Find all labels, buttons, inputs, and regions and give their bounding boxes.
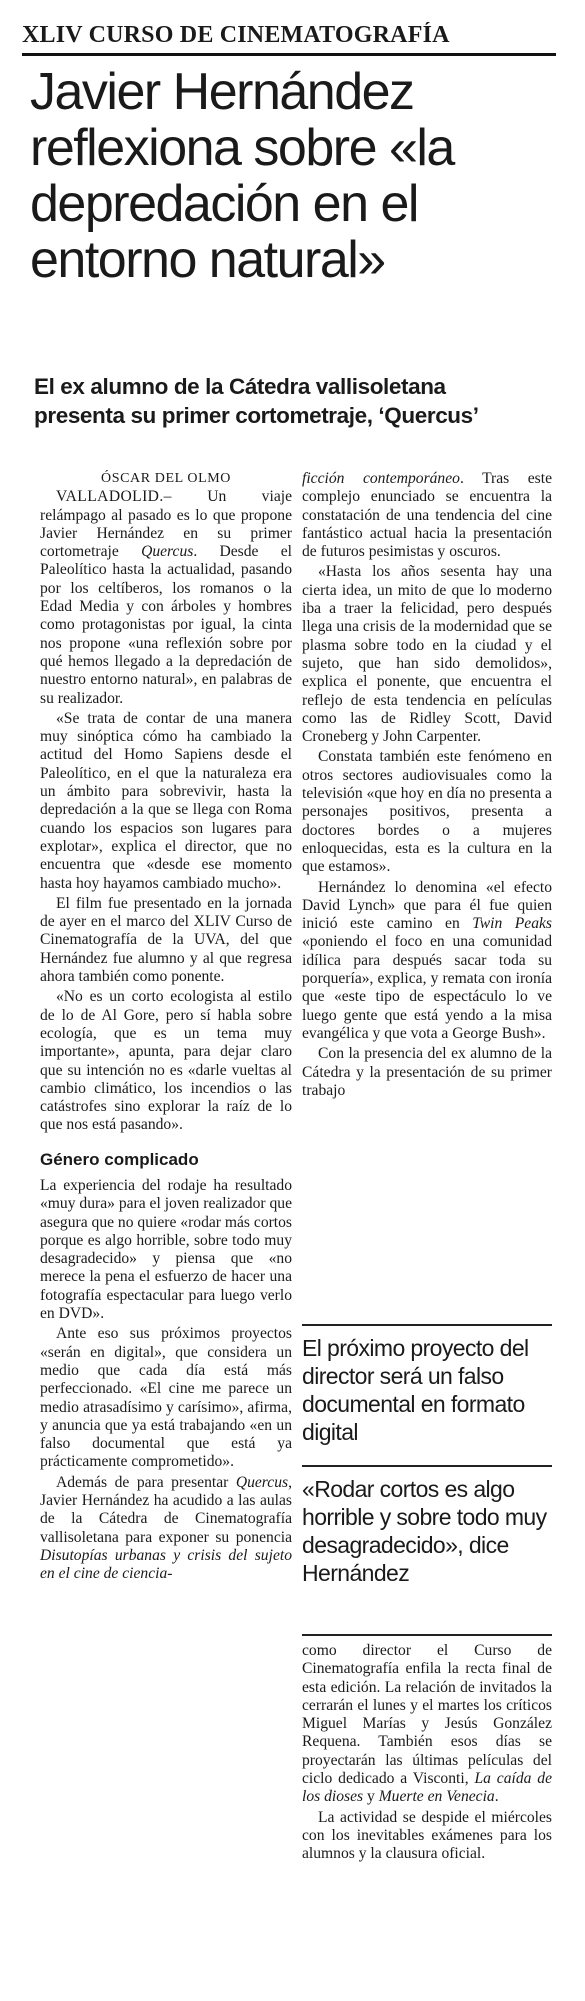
article-column-2 bbox=[302, 470, 552, 1102]
paragraph: Además de para presentar Quercus, Javier Hernández ha acudido a las aulas de la Cátedra de Cinematografía vallisoletana para exponer su ponencia Disutopías urbanas y crisis del sujeto en el cine de ciencia- bbox=[40, 1473, 292, 1583]
paragraph: ficción contemporáneo. Tras este complejo enunciado se encuentra la constatación de una tendencia del cine fantástico actual hacia la presentación de futuros pesimistas y oscuros. bbox=[302, 470, 552, 561]
pull-quote-2: «Rodar cortos es algo horrible y sobre todo muy desagradecido», dice Hernández bbox=[302, 1465, 552, 1587]
paragraph: Hernández lo denomina «el efecto David Lynch» que para él fue quien inició este camino en Twin Peaks «poniendo el foco en una comunidad idílica para después sacar toda su porquería», explica, y remata con ironía que «este tipo de espectáculo lo ve luego gente que está yendo a la misa evangélica y que vota a George Bush». bbox=[302, 878, 552, 1042]
paragraph: La experiencia del rodaje ha resultado «muy dura» para el joven realizador que asegura que no quiere «rodar más cortos porque es algo horrible, sobre todo muy desagradecido» y piensa que «no merece la pena el esfuerzo de hacer una fotografía espectacular para luego verlo en DVD». bbox=[40, 1176, 293, 1323]
paragraph: como director el Curso de Cinematografía enfila la recta final de esta edición. La relación de invitados la cerrarán el lunes y el martes los críticos Miguel Marías y Jesús González Requena. También esos días se proyectarán las últimas películas del ciclo dedicado a Visconti, La caída de los dioses y Muerte en Venecia. bbox=[302, 1642, 552, 1806]
article-column-3 bbox=[302, 1642, 552, 1866]
section-header bbox=[22, 18, 556, 56]
paragraph: «Se trata de contar de una manera muy sinóptica cómo ha cambiado la actitud del Homo Sapiens desde el Paleolítico, en el que la naturaleza era un ámbito para sobrevivir, hasta la depredación a la que se llega con Roma cuando los espacios son lugares para explotar», explica el director, que no encuentra que «desde ese momento hasta hoy hayamos cambiado mucho». bbox=[40, 709, 292, 892]
subheadline bbox=[34, 372, 554, 430]
headline-line: reflexiona sobre «la bbox=[30, 119, 454, 177]
subheadline-line: El ex alumno de la Cátedra vallisoletana bbox=[34, 374, 446, 399]
paragraph: Constata también este fenómeno en otros sectores audiovisuales como la televisión «que hoy en día no presenta a personajes positivos, presenta a doctores bordes o a mujeres enloquecidas, esta es la cultura en la que estamos». bbox=[302, 748, 552, 876]
paragraph: Ante eso sus próximos proyectos «serán en digital», que considera un medio que cada día está más perfeccionado. «El cine me parece un medio atrasadísimo y carísimo», afirma, y anuncia que ya está trabajando «en un falso documental que está ya prácticamente comprometido». bbox=[40, 1325, 292, 1471]
headline-line: Javier Hernández bbox=[30, 63, 414, 121]
paragraph: Con la presencia del ex alumno de la Cátedra y la presentación de su primer trabajo bbox=[302, 1045, 552, 1099]
article-column-1 bbox=[40, 470, 292, 1586]
paragraph: «No es un corto ecologista al estilo de lo de Al Gore, pero sí habla sobre ecología, que es un tema muy importante», apunta, para dejar claro que su intención no es «darle vueltas al cambio climático, los incendios o las catástrofes sino explorar la raíz de lo que nos está pasando». bbox=[40, 988, 292, 1134]
paragraph: La actividad se despide el miércoles con los inevitables exámenes para los alumnos y la clausura oficial. bbox=[302, 1808, 552, 1863]
pull-quote-1: El próximo proyecto del director será un falso documental en formato digital bbox=[302, 1324, 552, 1446]
dateline: VALLADOLID.– bbox=[56, 488, 172, 506]
section-subhead: Género complicado bbox=[40, 1149, 199, 1169]
paragraph: VALLADOLID.– Un viaje relámpago al pasado es lo que propone Javier Hernández en su primer cortometraje Quercus. Desde el Paleolítico hasta la actualidad, pasando por los celtíberos, los romanos o la Edad Media y con árboles y hombres como protagonistas por igual, la cinta nos propone «una reflexión sobre por qué hemos llegado a la depredación de nuestro entorno natural», en palabras de su realizador. bbox=[40, 488, 292, 707]
divider-rule bbox=[302, 1634, 552, 1636]
section-title: XLIV CURSO DE CINEMATOGRAFÍA bbox=[22, 22, 450, 48]
headline-line: entorno natural» bbox=[30, 231, 385, 289]
paragraph: El film fue presentado en la jornada de ayer en el marco del XLIV Curso de Cinematografía de la UVA, del que Hernández fue alumno y al que regresa ahora también como ponente. bbox=[40, 894, 292, 986]
paragraph: «Hasta los años sesenta hay una cierta idea, un mito de que lo moderno iba a traer la felicidad, pero después llega una crisis de la modernidad que se plasma sobre todo en la ciudad y el sujeto, que han sido demolidos», explica el ponente, que encuentra el reflejo de esta tendencia en películas como las de Ridley Scott, David Croneberg y John Carpenter. bbox=[302, 563, 552, 746]
subheadline-line: presenta su primer cortometraje, ‘Quercus’ bbox=[34, 403, 479, 428]
byline: ÓSCAR DEL OLMO bbox=[101, 471, 231, 486]
headline-line: depredación en el bbox=[30, 175, 418, 233]
headline bbox=[30, 64, 555, 288]
